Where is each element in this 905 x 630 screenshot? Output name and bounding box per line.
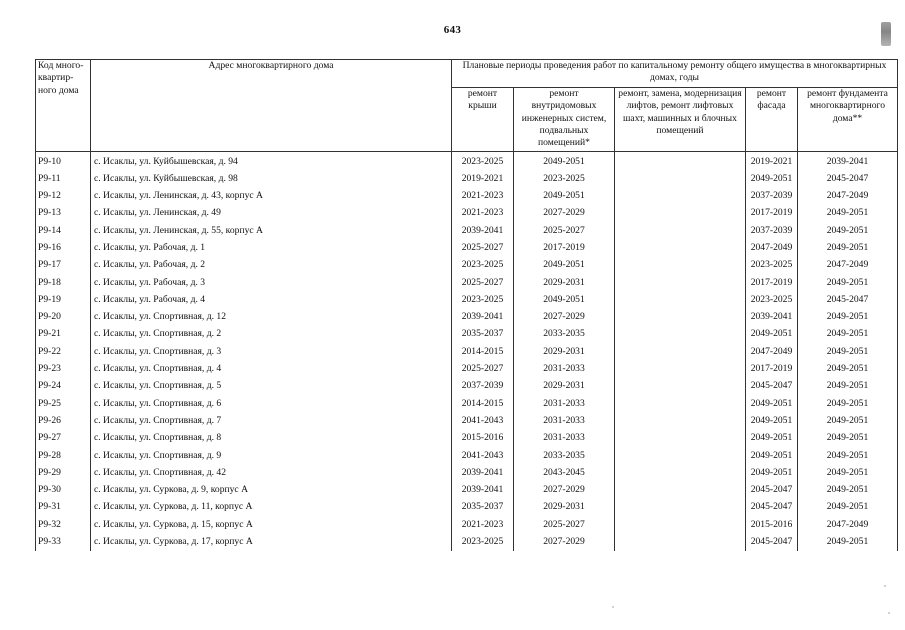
table-row <box>36 309 898 326</box>
cell-code: Р9-11 <box>36 170 91 187</box>
cell-lifts <box>615 447 746 464</box>
cell-systems: 2033-2035 <box>514 326 615 343</box>
cell-lifts <box>615 534 746 551</box>
cell-address: с. Исаклы, ул. Ленинская, д. 55, корпус А <box>91 222 452 239</box>
cell-foundation: 2049-2051 <box>798 482 898 499</box>
cell-systems: 2025-2027 <box>514 516 615 533</box>
cell-facade: 2017-2019 <box>746 361 798 378</box>
table-row <box>36 291 898 308</box>
cell-systems: 2031-2033 <box>514 395 615 412</box>
cell-foundation: 2039-2041 <box>798 152 898 171</box>
table-row <box>36 274 898 291</box>
cell-code: Р9-22 <box>36 343 91 360</box>
cell-roof: 2039-2041 <box>452 222 514 239</box>
cell-lifts <box>615 361 746 378</box>
table-row <box>36 395 898 412</box>
table-row <box>36 257 898 274</box>
cell-foundation: 2049-2051 <box>798 222 898 239</box>
cell-code: Р9-28 <box>36 447 91 464</box>
cell-facade: 2023-2025 <box>746 257 798 274</box>
cell-lifts <box>615 412 746 429</box>
cell-address: с. Исаклы, ул. Спортивная, д. 5 <box>91 378 452 395</box>
cell-foundation: 2049-2051 <box>798 274 898 291</box>
cell-roof: 2025-2027 <box>452 274 514 291</box>
cell-foundation: 2045-2047 <box>798 291 898 308</box>
cell-facade: 2047-2049 <box>746 343 798 360</box>
table-row <box>36 205 898 222</box>
table-row <box>36 499 898 516</box>
cell-code: Р9-19 <box>36 291 91 308</box>
cell-address: с. Исаклы, ул. Куйбышевская, д. 94 <box>91 152 452 171</box>
cell-systems: 2029-2031 <box>514 274 615 291</box>
cell-foundation: 2049-2051 <box>798 239 898 256</box>
cell-code: Р9-17 <box>36 257 91 274</box>
cell-roof: 2014-2015 <box>452 395 514 412</box>
cell-code: Р9-33 <box>36 534 91 551</box>
cell-roof: 2021-2023 <box>452 516 514 533</box>
cell-foundation: 2049-2051 <box>798 395 898 412</box>
cell-facade: 2049-2051 <box>746 170 798 187</box>
cell-address: с. Исаклы, ул. Спортивная, д. 42 <box>91 464 452 481</box>
cell-roof: 2023-2025 <box>452 534 514 551</box>
cell-systems: 2029-2031 <box>514 378 615 395</box>
table-row <box>36 447 898 464</box>
cell-systems: 2043-2045 <box>514 464 615 481</box>
cell-code: Р9-32 <box>36 516 91 533</box>
cell-lifts <box>615 516 746 533</box>
cell-facade: 2037-2039 <box>746 222 798 239</box>
cell-systems: 2025-2027 <box>514 222 615 239</box>
cell-roof: 2039-2041 <box>452 482 514 499</box>
cell-foundation: 2049-2051 <box>798 430 898 447</box>
page-number: 643 <box>443 24 462 36</box>
cell-foundation: 2049-2051 <box>798 361 898 378</box>
cell-lifts <box>615 343 746 360</box>
table-row <box>36 170 898 187</box>
cell-code: Р9-12 <box>36 188 91 205</box>
cell-facade: 2049-2051 <box>746 430 798 447</box>
cell-foundation: 2047-2049 <box>798 516 898 533</box>
cell-facade: 2045-2047 <box>746 499 798 516</box>
cell-foundation: 2047-2049 <box>798 188 898 205</box>
cell-address: с. Исаклы, ул. Суркова, д. 17, корпус А <box>91 534 452 551</box>
table-row <box>36 152 898 171</box>
cell-systems: 2049-2051 <box>514 291 615 308</box>
cell-systems: 2029-2031 <box>514 499 615 516</box>
cell-address: с. Исаклы, ул. Спортивная, д. 3 <box>91 343 452 360</box>
cell-address: с. Исаклы, ул. Рабочая, д. 4 <box>91 291 452 308</box>
cell-code: Р9-13 <box>36 205 91 222</box>
cell-facade: 2047-2049 <box>746 239 798 256</box>
cell-code: Р9-29 <box>36 464 91 481</box>
cell-roof: 2023-2025 <box>452 291 514 308</box>
cell-foundation: 2045-2047 <box>798 170 898 187</box>
cell-lifts <box>615 152 746 171</box>
cell-code: Р9-23 <box>36 361 91 378</box>
cell-roof: 2041-2043 <box>452 447 514 464</box>
cell-code: Р9-27 <box>36 430 91 447</box>
cell-roof: 2025-2027 <box>452 239 514 256</box>
cell-facade: 2039-2041 <box>746 309 798 326</box>
cell-roof: 2035-2037 <box>452 499 514 516</box>
cell-systems: 2049-2051 <box>514 188 615 205</box>
table-row <box>36 326 898 343</box>
cell-facade: 2015-2016 <box>746 516 798 533</box>
cell-lifts <box>615 482 746 499</box>
cell-systems: 2027-2029 <box>514 482 615 499</box>
cell-lifts <box>615 326 746 343</box>
cell-roof: 2023-2025 <box>452 152 514 171</box>
cell-facade: 2049-2051 <box>746 412 798 429</box>
cell-roof: 2039-2041 <box>452 309 514 326</box>
cell-code: Р9-24 <box>36 378 91 395</box>
cell-code: Р9-26 <box>36 412 91 429</box>
cell-address: с. Исаклы, ул. Ленинская, д. 43, корпус А <box>91 188 452 205</box>
table-row <box>36 361 898 378</box>
table-row <box>36 534 898 551</box>
cell-lifts <box>615 257 746 274</box>
cell-systems: 2027-2029 <box>514 205 615 222</box>
cell-address: с. Исаклы, ул. Спортивная, д. 7 <box>91 412 452 429</box>
cell-lifts <box>615 274 746 291</box>
cell-systems: 2049-2051 <box>514 152 615 171</box>
cell-systems: 2031-2033 <box>514 412 615 429</box>
cell-foundation: 2049-2051 <box>798 534 898 551</box>
table-row <box>36 482 898 499</box>
scan-stamp-mark <box>881 22 891 46</box>
header-lifts: ремонт, замена, модернизация лифтов, ремонт лифтовых шахт, машинных и блочных помещений <box>615 88 746 152</box>
cell-foundation: 2049-2051 <box>798 326 898 343</box>
cell-roof: 2025-2027 <box>452 361 514 378</box>
cell-code: Р9-20 <box>36 309 91 326</box>
cell-foundation: 2047-2049 <box>798 257 898 274</box>
header-code: Код много-квартир-ного дома <box>36 60 91 152</box>
cell-lifts <box>615 464 746 481</box>
cell-lifts <box>615 205 746 222</box>
table-row <box>36 412 898 429</box>
cell-foundation: 2049-2051 <box>798 205 898 222</box>
cell-facade: 2045-2047 <box>746 378 798 395</box>
cell-code: Р9-16 <box>36 239 91 256</box>
cell-roof: 2014-2015 <box>452 343 514 360</box>
cell-address: с. Исаклы, ул. Суркова, д. 15, корпус А <box>91 516 452 533</box>
cell-roof: 2037-2039 <box>452 378 514 395</box>
cell-roof: 2015-2016 <box>452 430 514 447</box>
cell-facade: 2049-2051 <box>746 395 798 412</box>
cell-code: Р9-21 <box>36 326 91 343</box>
cell-address: с. Исаклы, ул. Спортивная, д. 9 <box>91 447 452 464</box>
cell-roof: 2021-2023 <box>452 205 514 222</box>
cell-facade: 2049-2051 <box>746 447 798 464</box>
cell-systems: 2027-2029 <box>514 309 615 326</box>
cell-roof: 2019-2021 <box>452 170 514 187</box>
table-row <box>36 516 898 533</box>
scan-speck <box>884 585 886 587</box>
scan-speck <box>612 606 614 608</box>
cell-lifts <box>615 239 746 256</box>
cell-systems: 2031-2033 <box>514 361 615 378</box>
cell-facade: 2017-2019 <box>746 274 798 291</box>
header-address: Адрес многоквартирного дома <box>91 60 452 152</box>
table-row <box>36 188 898 205</box>
table-body <box>36 152 898 551</box>
cell-foundation: 2049-2051 <box>798 309 898 326</box>
scan-speck <box>888 612 890 614</box>
cell-facade: 2019-2021 <box>746 152 798 171</box>
cell-address: с. Исаклы, ул. Рабочая, д. 3 <box>91 274 452 291</box>
cell-lifts <box>615 378 746 395</box>
cell-foundation: 2049-2051 <box>798 499 898 516</box>
cell-foundation: 2049-2051 <box>798 412 898 429</box>
cell-lifts <box>615 309 746 326</box>
cell-code: Р9-25 <box>36 395 91 412</box>
cell-facade: 2037-2039 <box>746 188 798 205</box>
cell-lifts <box>615 170 746 187</box>
cell-address: с. Исаклы, ул. Спортивная, д. 4 <box>91 361 452 378</box>
cell-roof: 2041-2043 <box>452 412 514 429</box>
cell-foundation: 2049-2051 <box>798 447 898 464</box>
cell-facade: 2049-2051 <box>746 464 798 481</box>
cell-roof: 2039-2041 <box>452 464 514 481</box>
header-roof: ремонт крыши <box>452 88 514 152</box>
cell-lifts <box>615 291 746 308</box>
cell-address: с. Исаклы, ул. Ленинская, д. 49 <box>91 205 452 222</box>
table-row <box>36 378 898 395</box>
table-row <box>36 430 898 447</box>
cell-address: с. Исаклы, ул. Спортивная, д. 2 <box>91 326 452 343</box>
cell-address: с. Исаклы, ул. Спортивная, д. 8 <box>91 430 452 447</box>
table-row <box>36 222 898 239</box>
cell-lifts <box>615 499 746 516</box>
cell-code: Р9-30 <box>36 482 91 499</box>
cell-code: Р9-31 <box>36 499 91 516</box>
cell-facade: 2045-2047 <box>746 482 798 499</box>
cell-address: с. Исаклы, ул. Спортивная, д. 6 <box>91 395 452 412</box>
header-systems: ремонт внутридомовых инженерных систем, подвальных помещений* <box>514 88 615 152</box>
table-row <box>36 239 898 256</box>
cell-roof: 2023-2025 <box>452 257 514 274</box>
cell-systems: 2023-2025 <box>514 170 615 187</box>
table-row <box>36 343 898 360</box>
cell-address: с. Исаклы, ул. Спортивная, д. 12 <box>91 309 452 326</box>
cell-facade: 2045-2047 <box>746 534 798 551</box>
cell-address: с. Исаклы, ул. Куйбышевская, д. 98 <box>91 170 452 187</box>
cell-systems: 2027-2029 <box>514 534 615 551</box>
cell-address: с. Исаклы, ул. Рабочая, д. 2 <box>91 257 452 274</box>
cell-code: Р9-14 <box>36 222 91 239</box>
header-foundation: ремонт фундамента многоквартирного дома** <box>798 88 898 152</box>
cell-lifts <box>615 188 746 205</box>
cell-lifts <box>615 222 746 239</box>
cell-address: с. Исаклы, ул. Суркова, д. 11, корпус А <box>91 499 452 516</box>
header-facade: ремонт фасада <box>746 88 798 152</box>
cell-facade: 2049-2051 <box>746 326 798 343</box>
cell-address: с. Исаклы, ул. Суркова, д. 9, корпус А <box>91 482 452 499</box>
cell-lifts <box>615 395 746 412</box>
table-row <box>36 464 898 481</box>
cell-systems: 2033-2035 <box>514 447 615 464</box>
cell-foundation: 2049-2051 <box>798 343 898 360</box>
cell-code: Р9-18 <box>36 274 91 291</box>
cell-roof: 2021-2023 <box>452 188 514 205</box>
cell-lifts <box>615 430 746 447</box>
cell-systems: 2031-2033 <box>514 430 615 447</box>
cell-facade: 2023-2025 <box>746 291 798 308</box>
cell-systems: 2017-2019 <box>514 239 615 256</box>
cell-foundation: 2049-2051 <box>798 464 898 481</box>
cell-foundation: 2049-2051 <box>798 378 898 395</box>
capital-repair-schedule-table <box>35 59 898 551</box>
cell-code: Р9-10 <box>36 152 91 171</box>
cell-systems: 2049-2051 <box>514 257 615 274</box>
cell-systems: 2029-2031 <box>514 343 615 360</box>
cell-roof: 2035-2037 <box>452 326 514 343</box>
cell-address: с. Исаклы, ул. Рабочая, д. 1 <box>91 239 452 256</box>
cell-facade: 2017-2019 <box>746 205 798 222</box>
header-periods: Плановые периоды проведения работ по капитальному ремонту общего имущества в многоквартирных домах, годы <box>452 60 898 88</box>
